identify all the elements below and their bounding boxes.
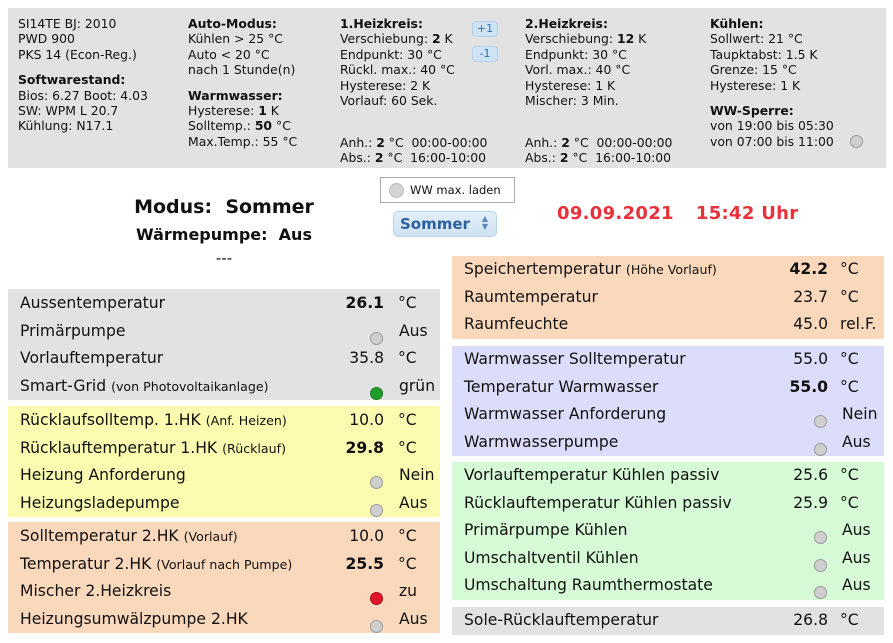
row-value: 25.9 xyxy=(793,493,828,512)
select-arrows-icon: ▲ ▼ xyxy=(481,214,488,231)
row-state: Aus xyxy=(842,548,871,567)
row-label: Heizungsladepumpe xyxy=(20,493,180,512)
row-unit: °C xyxy=(840,611,859,629)
warmwater-title: Warmwasser: xyxy=(188,87,283,103)
row-unit: °C xyxy=(398,349,417,367)
kuehlen-line: Grenze: 15 °C xyxy=(710,62,797,78)
status-led-icon xyxy=(370,387,383,400)
row-note: (Vorlauf) xyxy=(183,529,238,544)
heatpump-status xyxy=(0,225,448,244)
status-placeholder: --- xyxy=(215,249,233,267)
data-row xyxy=(452,256,884,284)
row-value: 25.6 xyxy=(793,466,828,484)
status-led-icon xyxy=(370,476,383,489)
heizkreis-2-line: Endpunkt: 30 °C xyxy=(525,46,627,62)
row-state: Nein xyxy=(399,466,435,484)
heizkreis-2-line: Vorl. max.: 40 °C xyxy=(525,62,631,78)
row-value: 45.0 xyxy=(793,315,828,333)
status-led-icon xyxy=(814,415,827,428)
row-value: 42.2 xyxy=(789,260,828,278)
ww-sperre-indicator-icon xyxy=(850,135,863,148)
row-label: Temperatur 2.HK (Vorlauf nach Pumpe) xyxy=(20,554,293,573)
row-label: Umschaltventil Kühlen xyxy=(464,548,639,567)
kuehlen-line: Taupktabst: 1.5 K xyxy=(710,46,818,62)
heizkreis-1-line: Endpunkt: 30 °C xyxy=(340,46,442,62)
auto-mode-column xyxy=(188,16,297,149)
row-note: (Rücklauf) xyxy=(222,440,286,456)
time: 15:42 Uhr xyxy=(695,203,799,224)
row-value: 23.7 xyxy=(793,287,828,306)
date: 09.09.2021 xyxy=(557,203,674,224)
data-row xyxy=(8,551,440,579)
row-unit: °C xyxy=(398,294,417,312)
data-row xyxy=(8,490,440,518)
status-led-icon xyxy=(814,586,827,599)
row-label: Warmwasserpumpe xyxy=(464,432,619,451)
ww-max-laden-button[interactable] xyxy=(380,177,515,203)
heizkreis-1-times xyxy=(340,135,488,166)
data-row xyxy=(8,345,440,373)
row-label: Umschaltung Raumthermostate xyxy=(464,576,713,594)
warmwater-solltemp: Solltemp.: 50 °C xyxy=(188,118,291,134)
status-led-icon xyxy=(370,620,383,633)
row-state: Aus xyxy=(399,321,428,340)
row-state: Aus xyxy=(842,576,871,594)
data-row xyxy=(8,435,440,463)
row-unit: °C xyxy=(840,377,859,396)
heizkreis-1-line: Vorlauf: 60 Sek. xyxy=(340,92,438,108)
row-unit: °C xyxy=(398,527,417,545)
row-unit: °C xyxy=(840,466,859,484)
device-info-column xyxy=(18,16,148,134)
row-value: 55.0 xyxy=(789,377,828,396)
row-label: Warmwasser Anforderung xyxy=(464,405,667,423)
row-label: Vorlauftemperatur xyxy=(20,349,164,367)
row-label: Rücklauftemperatur 1.HK (Rücklauf) xyxy=(20,438,286,457)
kuehlen-line: Hysterese: 1 K xyxy=(710,77,801,93)
panel-kuehlen xyxy=(452,462,884,600)
kuehlen-line: Sollwert: 21 °C xyxy=(710,31,803,47)
shift-minus-button[interactable]: -1 xyxy=(472,46,498,62)
row-label: Rücklaufsolltemp. 1.HK (Anf. Heizen) xyxy=(20,411,287,429)
ww-sperre-line: von 19:00 bis 05:30 xyxy=(710,118,834,134)
panel-warmwasser xyxy=(452,346,884,456)
status-led-icon xyxy=(370,592,383,605)
data-row xyxy=(452,607,884,635)
mode-value: Sommer xyxy=(225,196,314,218)
status-led-icon xyxy=(814,559,827,572)
heizkreis-1-verschiebung: Verschiebung: 2 K xyxy=(340,31,453,47)
auto-mode-line: Auto < 20 °C xyxy=(188,46,270,62)
row-label: Sole-Rücklauftemperatur xyxy=(464,611,659,629)
data-row xyxy=(452,346,884,374)
row-value: 29.8 xyxy=(345,438,384,457)
row-label: Warmwasser Solltemperatur xyxy=(464,350,686,368)
device-model: SI14TE BJ: 2010 xyxy=(18,16,117,31)
shift-plus-button[interactable]: +1 xyxy=(472,21,498,37)
heizkreis-2-verschiebung: Verschiebung: 12 K xyxy=(525,31,647,47)
heizkreis-2-title: 2.Heizkreis: xyxy=(525,16,608,31)
heizkreis-1-line: Hysterese: 2 K xyxy=(340,77,431,93)
heizkreis-1-anhebung: Anh.: 2 °C 00:00-00:00 xyxy=(340,135,488,150)
auto-mode-title: Auto-Modus: xyxy=(188,16,277,31)
row-state: Aus xyxy=(842,521,871,539)
status-led-icon xyxy=(370,504,383,517)
status-led-icon xyxy=(814,531,827,544)
heizkreis-2-column xyxy=(525,16,673,166)
row-state: zu xyxy=(399,582,418,600)
row-label: Heizung Anforderung xyxy=(20,466,186,484)
data-row xyxy=(8,462,440,490)
row-state: grün xyxy=(399,376,436,395)
row-unit: °C xyxy=(398,438,417,457)
date-time xyxy=(557,203,798,224)
row-unit: °C xyxy=(840,260,859,278)
row-label: Rücklauftemperatur Kühlen passiv xyxy=(464,493,732,512)
row-label: Primärpumpe Kühlen xyxy=(464,521,628,539)
panel-aussen xyxy=(8,289,440,400)
row-unit: °C xyxy=(398,554,417,573)
data-row xyxy=(8,290,440,318)
data-row xyxy=(452,490,884,518)
mode-label: Modus: xyxy=(134,196,213,218)
data-row xyxy=(8,578,440,606)
data-row xyxy=(452,284,884,312)
row-note: (von Photovoltaikanlage) xyxy=(111,378,269,394)
status-led-icon xyxy=(370,332,383,345)
row-unit: °C xyxy=(840,350,859,368)
row-label: Raumfeuchte xyxy=(464,315,569,333)
row-label: Raumtemperatur xyxy=(464,287,598,306)
mode-select[interactable] xyxy=(393,211,497,237)
software-bios: Bios: 6.27 Boot: 4.03 xyxy=(18,87,148,103)
row-state: Nein xyxy=(842,405,878,423)
panel-speicher xyxy=(452,256,884,339)
row-value: 35.8 xyxy=(349,349,384,367)
row-label: Solltemperatur 2.HK (Vorlauf) xyxy=(20,527,238,545)
row-value: 26.1 xyxy=(345,294,384,312)
row-unit: rel.F. xyxy=(840,315,877,333)
status-led-icon xyxy=(814,443,827,456)
data-row xyxy=(452,374,884,402)
heizkreis-2-absenkung: Abs.: 2 °C 16:00-10:00 xyxy=(525,150,672,166)
info-header xyxy=(8,8,886,168)
heizkreis-2-times xyxy=(525,135,673,166)
row-unit: °C xyxy=(398,411,417,429)
row-value: 26.8 xyxy=(793,611,828,629)
ww-max-indicator-icon xyxy=(389,183,404,198)
row-label: Heizungsumwälzpumpe 2.HK xyxy=(20,609,248,628)
row-label: Vorlauftemperatur Kühlen passiv xyxy=(464,466,720,484)
data-row xyxy=(452,517,884,545)
device-pwd: PWD 900 xyxy=(18,31,75,47)
heizkreis-2-anhebung: Anh.: 2 °C 00:00-00:00 xyxy=(525,135,673,150)
ww-sperre-line: von 07:00 bis 11:00 xyxy=(710,133,834,149)
panel-heizkreis-1 xyxy=(8,406,440,517)
row-value: 25.5 xyxy=(345,554,384,573)
row-state: Aus xyxy=(842,432,871,451)
kuehlen-column xyxy=(710,16,834,149)
row-label: Mischer 2.Heizkreis xyxy=(20,582,172,600)
ww-sperre-title: WW-Sperre: xyxy=(710,102,794,118)
row-label: Speichertemperatur (Höhe Vorlauf) xyxy=(464,260,717,278)
heatpump-value: Aus xyxy=(278,225,312,244)
heizkreis-1-title: 1.Heizkreis: xyxy=(340,16,423,31)
data-row xyxy=(452,572,884,600)
row-label: Primärpumpe xyxy=(20,321,126,340)
auto-mode-line: Kühlen > 25 °C xyxy=(188,31,283,47)
ww-max-laden-label: WW max. laden xyxy=(410,183,501,197)
row-label: Smart-Grid (von Photovoltaikanlage) xyxy=(20,376,269,395)
data-row xyxy=(8,373,440,401)
row-label: Temperatur Warmwasser xyxy=(464,377,659,396)
row-state: Aus xyxy=(399,609,428,628)
row-note: (Höhe Vorlauf) xyxy=(625,262,717,277)
software-title: Softwarestand: xyxy=(18,72,126,88)
software-sw: SW: WPM L 20.7 xyxy=(18,102,119,118)
mode-select-value: Sommer xyxy=(400,215,470,233)
row-note: (Anf. Heizen) xyxy=(205,413,287,428)
row-state: Aus xyxy=(399,493,428,512)
data-row xyxy=(8,523,440,551)
row-unit: °C xyxy=(840,287,859,306)
row-value: 10.0 xyxy=(349,411,384,429)
heatpump-label: Wärmepumpe: xyxy=(136,225,268,244)
row-value: 10.0 xyxy=(349,527,384,545)
warmwater-maxtemp: Max.Temp.: 55 °C xyxy=(188,133,298,149)
device-pks: PKS 14 (Econ-Reg.) xyxy=(18,46,137,62)
heizkreis-1-column xyxy=(340,16,488,166)
data-row xyxy=(452,311,884,339)
row-unit: °C xyxy=(840,493,859,512)
row-label: Aussentemperatur xyxy=(20,294,166,312)
software-kuehlung: Kühlung: N17.1 xyxy=(18,118,114,134)
row-value: 55.0 xyxy=(793,350,828,368)
heizkreis-1-line: Rückl. max.: 40 °C xyxy=(340,62,455,78)
data-row xyxy=(8,318,440,346)
warmwater-hysterese: Hysterese: 1 K xyxy=(188,102,279,118)
kuehlen-title: Kühlen: xyxy=(710,16,764,31)
data-row xyxy=(452,401,884,429)
heizkreis-2-line: Mischer: 3 Min. xyxy=(525,92,619,108)
data-row xyxy=(452,545,884,573)
data-row xyxy=(8,407,440,435)
data-row xyxy=(452,429,884,457)
panel-sole xyxy=(452,607,884,635)
heizkreis-1-absenkung: Abs.: 2 °C 16:00-10:00 xyxy=(340,150,487,166)
panel-heizkreis-2 xyxy=(8,522,440,633)
heizkreis-2-line: Hysterese: 1 K xyxy=(525,77,616,93)
auto-mode-line: nach 1 Stunde(n) xyxy=(188,62,296,78)
data-row xyxy=(452,462,884,490)
row-note: (Vorlauf nach Pumpe) xyxy=(156,556,293,572)
data-row xyxy=(8,606,440,634)
